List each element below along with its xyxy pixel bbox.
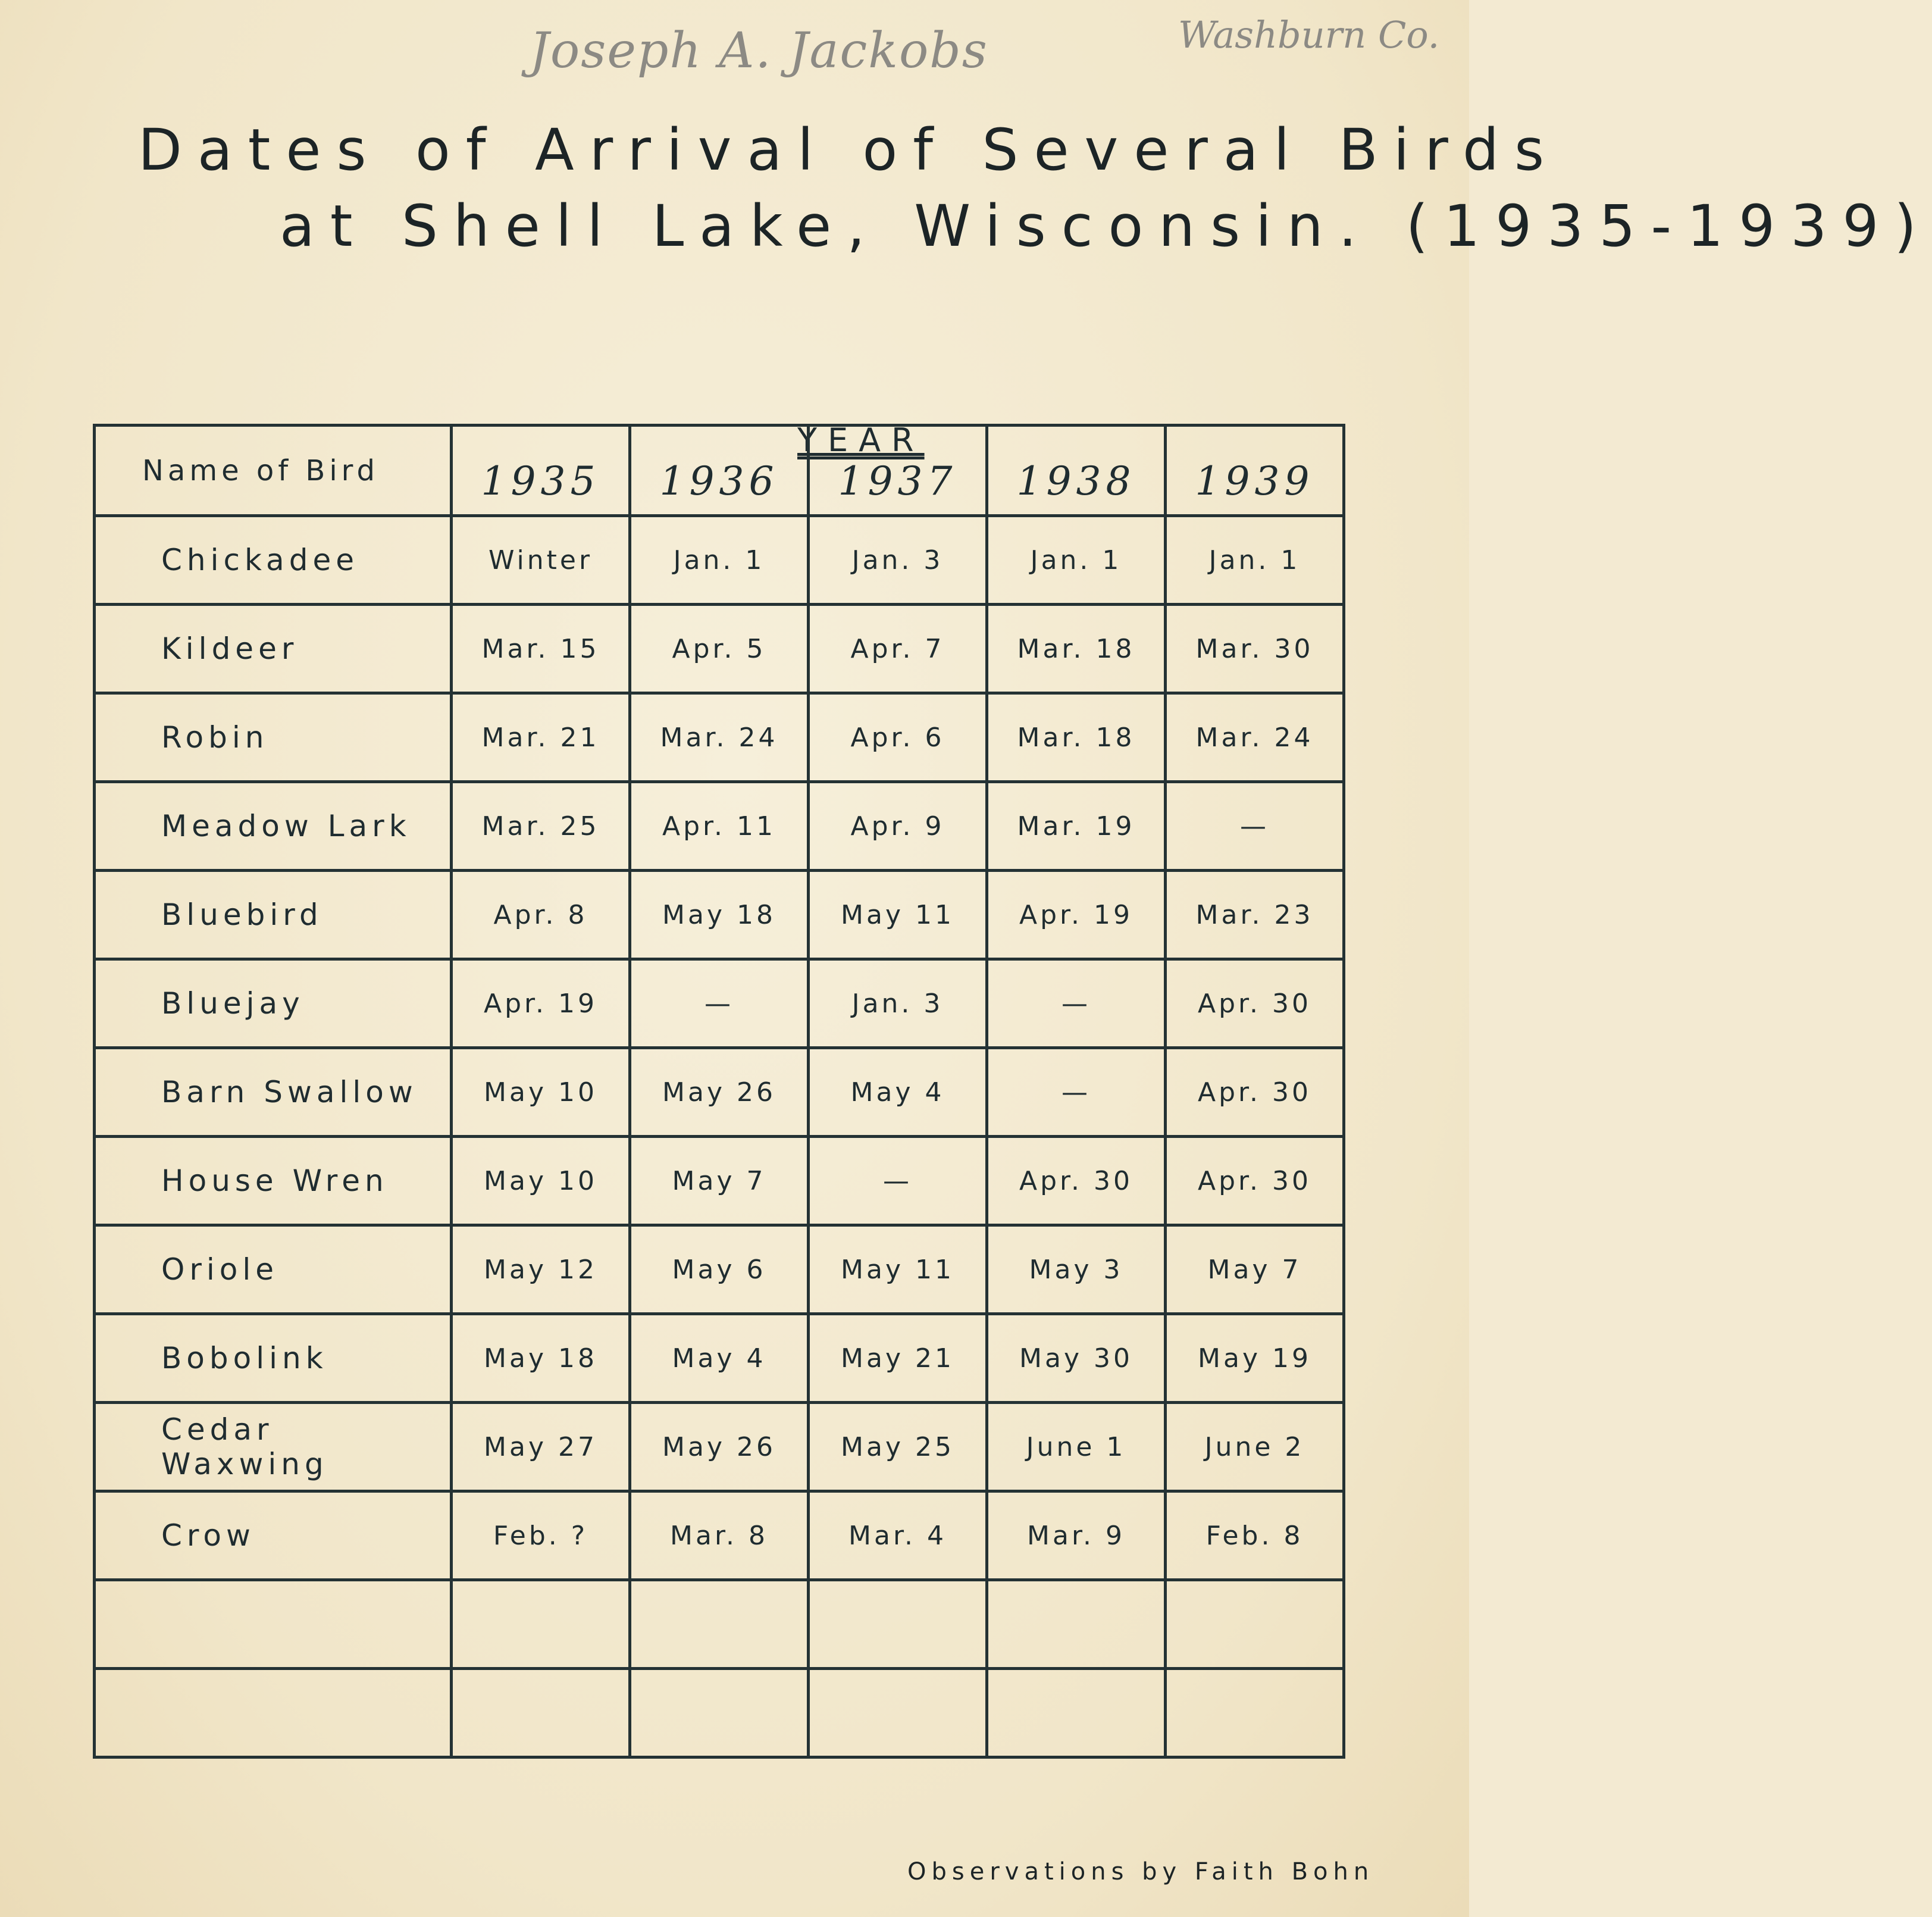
arrival-date: — [1061,988,1091,1019]
table-row [95,1403,1344,1491]
arrival-date-cell [987,1314,1166,1403]
arrival-date: May 30 [1019,1343,1133,1374]
name-header-label: Name of Bird [142,454,380,487]
year-column-header [630,426,809,516]
arrival-date: May 11 [841,899,954,930]
arrival-date-cell [987,1491,1166,1580]
year-header-label: 1935 [481,458,600,504]
arrival-date: May 26 [662,1077,776,1108]
bird-name: Robin [161,720,269,755]
arrival-date: — [704,988,734,1019]
arrival-date-cell [809,693,987,782]
arrival-date-cell [630,605,809,693]
arrival-date-cell [630,871,809,959]
bird-name: House Wren [161,1164,389,1198]
arrival-date: Jan. 1 [673,545,765,576]
bird-name-cell [95,959,452,1048]
page-title-line-1: Dates of Arrival of Several Birds [138,117,1560,183]
bird-name-cell [95,871,452,959]
arrival-date-cell [987,1403,1166,1491]
arrival-date-cell [1166,871,1344,959]
arrival-date-cell [1166,693,1344,782]
arrival-date-cell [630,959,809,1048]
arrival-date: Apr. 11 [662,811,776,842]
empty-cell [987,1580,1166,1669]
arrival-date: Apr. 30 [1197,1165,1312,1196]
arrival-date: May 7 [1207,1254,1302,1285]
arrival-date-cell [452,1137,630,1225]
arrival-date: May 6 [672,1254,766,1285]
arrival-date-cell [630,1314,809,1403]
county-annotation: Washburn Co. [1178,13,1440,57]
arrival-date: May 18 [484,1343,597,1374]
arrival-date: — [1061,1077,1091,1108]
arrival-date-cell [452,605,630,693]
arrival-date: May 3 [1029,1254,1123,1285]
arrival-date-cell [1166,782,1344,871]
empty-cell [452,1669,630,1757]
arrival-date: — [883,1165,912,1196]
arrival-date: Apr. 9 [850,811,945,842]
arrival-date: Apr. 19 [483,988,598,1019]
arrival-date-cell [630,1403,809,1491]
arrival-date: May 7 [672,1165,766,1196]
bird-name: Bluebird [161,897,323,932]
arrival-date: Mar. 25 [481,811,600,842]
arrival-date: Mar. 21 [481,722,600,753]
arrival-date: May 19 [1198,1343,1311,1374]
arrival-date-cell [987,1137,1166,1225]
arrival-date: Winter [488,545,593,576]
table-row [95,1048,1344,1137]
bird-name: Cedar Waxwing [161,1412,328,1481]
arrival-date: Feb. ? [493,1520,588,1551]
empty-cell [1166,1669,1344,1757]
arrival-date-cell [809,1137,987,1225]
arrival-date-cell [809,782,987,871]
empty-cell [630,1580,809,1669]
bird-name-cell [95,782,452,871]
empty-cell [630,1669,809,1757]
empty-cell [809,1669,987,1757]
arrival-date-cell [987,871,1166,959]
arrival-date-cell [1166,1403,1344,1491]
arrival-date: Apr. 19 [1019,899,1133,930]
arrival-date-cell [452,1048,630,1137]
author-annotation: Joseph A. Jackobs [530,23,988,79]
arrival-date-cell [987,693,1166,782]
bird-name-cell [95,1048,452,1137]
year-column-header [1166,426,1344,516]
arrival-date: Apr. 6 [850,722,945,753]
arrival-date: Mar. 8 [670,1520,768,1551]
empty-table-row [95,1580,1344,1669]
table-row [95,782,1344,871]
table-row [95,1137,1344,1225]
arrival-date: Mar. 4 [848,1520,947,1551]
arrival-date-cell [809,605,987,693]
arrival-date-cell [1166,605,1344,693]
year-column-header [452,426,630,516]
arrival-date: Mar. 30 [1195,633,1314,664]
arrival-date: Apr. 30 [1197,1077,1312,1108]
bird-name: Meadow Lark [161,809,411,843]
bird-name: Oriole [161,1252,279,1287]
bird-name-cell [95,1491,452,1580]
arrival-date: May 25 [841,1431,954,1462]
arrival-date: June 2 [1204,1431,1305,1462]
arrival-date-cell [987,605,1166,693]
arrival-date-cell [452,1225,630,1314]
arrival-date-cell [809,1225,987,1314]
arrival-date-cell [987,782,1166,871]
arrival-date: May 27 [484,1431,597,1462]
arrival-date: Mar. 18 [1017,722,1135,753]
arrival-date-cell [987,1225,1166,1314]
arrival-date-cell [1166,1491,1344,1580]
arrival-date-cell [452,871,630,959]
bird-arrival-table [93,424,1345,1759]
arrival-date: Apr. 30 [1019,1165,1133,1196]
arrival-date-cell [630,1225,809,1314]
arrival-date-cell [809,516,987,605]
arrival-date: Apr. 5 [672,633,766,664]
empty-table-row [95,1669,1344,1757]
bird-name: Crow [161,1518,255,1553]
arrival-date-cell [809,1403,987,1491]
arrival-date-cell [630,1137,809,1225]
arrival-date: June 1 [1026,1431,1126,1462]
bird-name: Kildeer [161,631,299,666]
year-column-header [809,426,987,516]
arrival-date-cell [809,1314,987,1403]
observer-credit: Observations by Faith Bohn [907,1858,1374,1885]
year-header-label: 1938 [1016,458,1136,504]
table-row [95,871,1344,959]
arrival-date: May 10 [484,1165,597,1196]
arrival-date-cell [809,959,987,1048]
table-row [95,516,1344,605]
table-row [95,1314,1344,1403]
arrival-date: May 21 [841,1343,954,1374]
arrival-date-cell [809,871,987,959]
year-column-header [987,426,1166,516]
arrival-date-cell [452,782,630,871]
table-row [95,605,1344,693]
year-header-label: 1936 [659,458,779,504]
arrival-date: Mar. 23 [1195,899,1314,930]
arrival-date: Feb. 8 [1205,1520,1304,1551]
arrival-date: Apr. 7 [850,633,945,664]
arrival-date: May 4 [850,1077,945,1108]
arrival-date: May 18 [662,899,776,930]
arrival-date-cell [1166,959,1344,1048]
table-row [95,959,1344,1048]
bird-name: Bluejay [161,986,305,1021]
arrival-date: Mar. 24 [660,722,778,753]
bird-name-cell [95,605,452,693]
arrival-date: May 12 [484,1254,597,1285]
arrival-date-cell [809,1048,987,1137]
arrival-date-cell [1166,1137,1344,1225]
empty-cell [95,1580,452,1669]
arrival-date-cell [630,516,809,605]
arrival-date: Mar. 15 [481,633,600,664]
arrival-date: — [1240,811,1269,842]
arrival-date-cell [1166,1314,1344,1403]
arrival-date-cell [987,516,1166,605]
empty-cell [452,1580,630,1669]
arrival-date-cell [1166,516,1344,605]
arrival-date-cell [1166,1225,1344,1314]
arrival-date-cell [630,782,809,871]
table-header-row [95,426,1344,516]
arrival-date-cell [1166,1048,1344,1137]
bird-name-cell [95,516,452,605]
bird-name-cell [95,1314,452,1403]
bird-name-cell [95,693,452,782]
arrival-date: Apr. 30 [1197,988,1312,1019]
arrival-date: Mar. 18 [1017,633,1135,664]
arrival-date: Jan. 3 [851,545,944,576]
bird-name-cell [95,1137,452,1225]
bird-name: Chickadee [161,543,359,577]
arrival-date: Mar. 9 [1027,1520,1125,1551]
year-header-label: 1937 [838,458,957,504]
arrival-date: Jan. 3 [851,988,944,1019]
arrival-date: Jan. 1 [1208,545,1301,576]
bird-name: Barn Swallow [161,1075,418,1109]
arrival-date-cell [987,1048,1166,1137]
arrival-date-cell [452,1403,630,1491]
arrival-date-cell [809,1491,987,1580]
arrival-date: Mar. 24 [1195,722,1314,753]
year-header-label: 1939 [1195,458,1314,504]
page-title-line-2: at Shell Lake, Wisconsin. (1935-1939) [280,193,1932,259]
arrival-date-cell [630,1048,809,1137]
arrival-date-cell [452,1491,630,1580]
arrival-date-cell [630,693,809,782]
arrival-date: Apr. 8 [493,899,588,930]
bird-name: Bobolink [161,1341,328,1375]
table-row [95,1491,1344,1580]
arrival-date-cell [987,959,1166,1048]
arrival-date: May 11 [841,1254,954,1285]
arrival-date: Jan. 1 [1030,545,1122,576]
name-column-header [95,426,452,516]
empty-cell [95,1669,452,1757]
arrival-date: May 4 [672,1343,766,1374]
empty-cell [1166,1580,1344,1669]
arrival-date: Mar. 19 [1017,811,1135,842]
empty-cell [987,1669,1166,1757]
bird-name-cell [95,1225,452,1314]
table-row [95,1225,1344,1314]
bird-name-cell [95,1403,452,1491]
arrival-date-cell [452,1314,630,1403]
arrival-date-cell [452,516,630,605]
arrival-date-cell [452,959,630,1048]
table-row [95,693,1344,782]
arrival-date-cell [630,1491,809,1580]
arrival-date: May 10 [484,1077,597,1108]
year-group-label: YEAR [797,421,925,459]
arrival-date: May 26 [662,1431,776,1462]
arrival-date-cell [452,693,630,782]
empty-cell [809,1580,987,1669]
